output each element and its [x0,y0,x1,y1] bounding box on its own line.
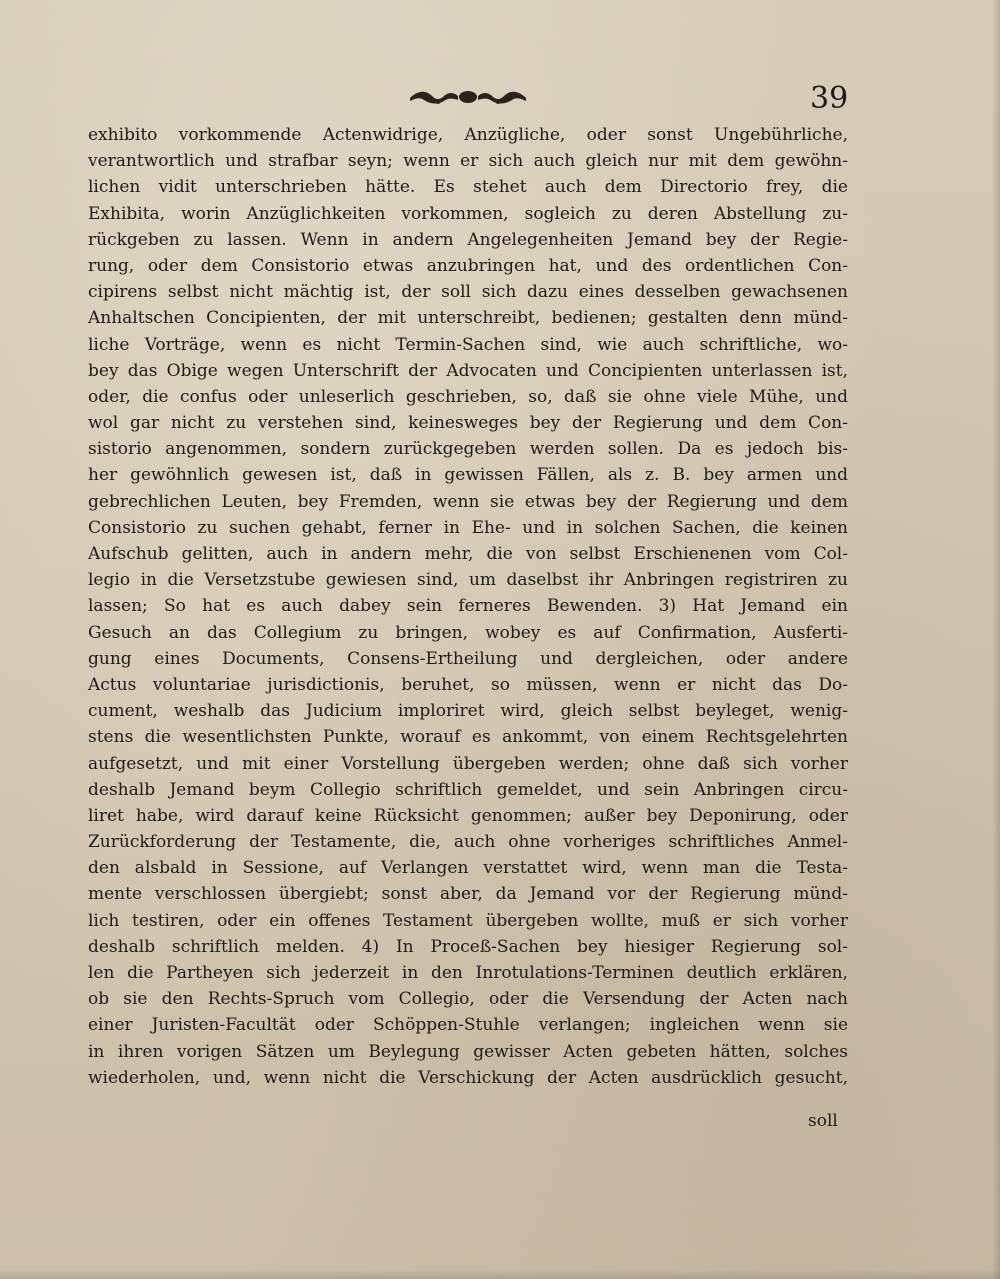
text-line: liche Vorträge, wenn es nicht Termin-Sachen sind, wie auch schriftliche, wo- [88,334,848,355]
header-ornament [408,86,528,106]
page-edge-shadow-bottom [0,1269,1000,1279]
text-line: sistorio angenommen, sondern zurückgegeben werden sollen. Da es jedoch bis- [88,439,848,460]
text-line: Gesuch an das Collegium zu bringen, wobey es auf Confirmation, Ausferti- [88,622,848,643]
text-line: wiederholen, und, wenn nicht die Verschickung der Acten ausdrücklich gesucht, [88,1067,848,1088]
body-text [88,122,848,1091]
text-line: gung eines Documents, Consens-Ertheilung und dergleichen, oder andere [88,648,848,669]
text-line: stens die wesentlichsten Punkte, worauf es ankommt, von einem Rechtsgelehrten [88,727,848,748]
text-line: cipirens selbst nicht mächtig ist, der soll sich dazu eines desselben gewachsenen [88,282,848,303]
text-line: ob sie den Rechts-Spruch vom Collegio, oder die Versendung der Acten nach [88,989,848,1010]
text-line: rung, oder dem Consistorio etwas anzubringen hat, und des ordentlichen Con- [88,255,848,276]
text-line: legio in die Versetzstube gewiesen sind, um daselbst ihr Anbringen registriren zu [88,570,848,591]
text-line: einer Juristen-Facultät oder Schöppen-Stuhle verlangen; ingleichen wenn sie [88,1015,848,1036]
text-line: her gewöhnlich gewesen ist, daß in gewissen Fällen, als z. B. bey armen und [88,465,848,486]
text-line: gebrechlichen Leuten, bey Fremden, wenn sie etwas bey der Regierung und dem [88,491,848,512]
text-line: bey das Obige wegen Unterschrift der Advocaten und Concipienten unterlassen ist, [88,360,848,381]
page-number: 39 [810,81,849,116]
text-line: len die Partheyen sich jederzeit in den Inrotulations-Terminen deutlich erklären, [88,963,848,983]
text-line: lichen vidit unterschrieben hätte. Es stehet auch dem Directorio frey, die [88,177,848,198]
text-line: in ihren vorigen Sätzen um Beylegung gewisser Acten gebeten hätten, solches [88,1041,848,1062]
text-line: rückgeben zu lassen. Wenn in andern Angelegenheiten Jemand bey der Regie- [88,229,848,250]
text-line: cument, weshalb das Judicium imploriret wird, gleich selbst beyleget, wenig- [88,701,848,722]
text-line: Zurückforderung der Testamente, die, auch ohne vorheriges schriftliches Anmel- [88,832,848,853]
text-line: Actus voluntariae jurisdictionis, beruhet, so müssen, wenn er nicht das Do- [88,674,848,695]
text-line: liret habe, wird darauf keine Rücksicht genommen; außer bey Deponirung, oder [88,805,848,826]
text-line: deshalb schriftlich melden. 4) In Proceß-Sachen bey hiesiger Regierung sol- [88,936,848,957]
text-line: den alsbald in Sessione, auf Verlangen verstattet wird, wenn man die Testa- [88,858,848,879]
text-line: verantwortlich und strafbar seyn; wenn er sich auch gleich nur mit dem gewöhn- [88,151,848,172]
text-line: wol gar nicht zu verstehen sind, keinesweges bey der Regierung und dem Con- [88,413,848,434]
text-line: mente verschlossen übergiebt; sonst aber, da Jemand vor der Regierung münd- [88,884,848,905]
page-edge-shadow-right [992,0,1000,1279]
text-line: Aufschub gelitten, auch in andern mehr, die von selbst Erschienenen vom Col- [88,544,848,564]
text-line: Exhibita, worin Anzüglichkeiten vorkommen, sogleich zu deren Abstellung zu- [88,203,848,224]
text-line: oder, die confus oder unleserlich geschrieben, so, daß sie ohne viele Mühe, und [88,386,848,407]
text-line: aufgesetzt, und mit einer Vorstellung übergeben werden; ohne daß sich vorher [88,753,848,774]
text-line: lassen; So hat es auch dabey sein ferneres Bewenden. 3) Hat Jemand ein [88,596,848,617]
text-line: Consistorio zu suchen gehabt, ferner in Ehe- und in solchen Sachen, die keinen [88,517,848,538]
catchword: soll [808,1111,838,1131]
text-line: Anhaltschen Concipienten, der mit unterschreibt, bedienen; gestalten denn münd- [88,308,848,329]
text-line: exhibito vorkommende Actenwidrige, Anzügliche, oder sonst Ungebührliche, [88,125,848,145]
text-line: deshalb Jemand beym Collegio schriftlich gemeldet, und sein Anbringen circu- [88,779,848,800]
text-line: lich testiren, oder ein offenes Testament übergeben wollte, muß er sich vorher [88,910,848,931]
